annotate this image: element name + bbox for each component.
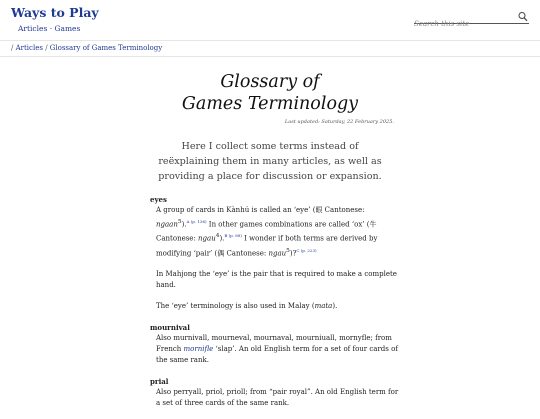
page-title-line2: Games Terminology xyxy=(181,94,359,114)
definition-paragraph xyxy=(156,301,400,312)
breadcrumb-current[interactable]: Glossary of Games Terminology xyxy=(49,44,163,52)
romanization: ngaan xyxy=(156,220,178,229)
text-segment: A group of cards in Kànhú is called an ‘eye’ (眼 Cantonese: xyxy=(156,206,365,214)
citation-link[interactable]: B (p. 88) xyxy=(224,233,242,239)
breadcrumb-articles[interactable]: Articles xyxy=(15,44,43,52)
nav-separator: · xyxy=(49,24,53,33)
definition-paragraph: Also perryall, priol, prioll; from “pair royal”. An old English term for a set of three cards of the same rank. xyxy=(156,387,399,407)
search-box xyxy=(414,11,529,24)
breadcrumb xyxy=(11,44,162,52)
definition-eyes xyxy=(156,205,400,312)
page-title-line1: Glossary of xyxy=(220,72,320,92)
search-icon[interactable] xyxy=(518,11,528,22)
citation-link[interactable]: A (p. 136) xyxy=(186,219,207,224)
nav-articles[interactable]: Articles xyxy=(18,24,48,33)
term-eyes: eyes xyxy=(150,195,167,204)
tone-number: 4 xyxy=(215,233,220,240)
citation-link[interactable]: C (p. 223) xyxy=(296,247,317,253)
main-nav xyxy=(18,24,80,33)
romanization: ngau xyxy=(268,248,287,257)
text-segment: In other games combinations are called ‘ox’ (牛 Cantonese: xyxy=(156,220,377,243)
breadcrumb-separator: / xyxy=(11,44,14,52)
intro-text: Here I collect some terms instead of reëxplaining them in many articles, as well as providing a place for discussion or expansion. xyxy=(158,141,382,182)
definition-prial xyxy=(156,387,400,409)
text-segment: Also murnivall, mourneval, mournaval, mourniuall, mornyfle; from French xyxy=(156,333,392,353)
glossary-entry-mournival xyxy=(150,322,400,366)
search-input[interactable] xyxy=(414,18,514,30)
tone-number: 5 xyxy=(286,247,290,254)
site-header xyxy=(0,0,540,41)
text-segment: The ‘eye’ terminology is also used in Malay ( xyxy=(156,301,315,310)
glossary-entry-prial xyxy=(150,376,400,409)
site-title[interactable]: Ways to Play xyxy=(11,5,99,20)
text-segment: ). xyxy=(332,301,338,310)
term-prial: prial xyxy=(150,376,169,386)
text-segment: I wonder if both terms are derived by modifying ‘pair’ (偶 Cantonese: xyxy=(156,234,378,257)
term-mournival: mournival xyxy=(150,322,190,332)
definition-paragraph xyxy=(156,333,400,366)
definition-paragraph: In Mahjong the ‘eye’ is the pair that is required to make a complete hand. xyxy=(156,269,397,289)
romanization: ngau xyxy=(198,234,216,243)
nav-games[interactable]: Games xyxy=(54,24,81,33)
definition-mournival xyxy=(156,333,400,366)
glossary-list xyxy=(150,194,400,419)
tone-number: 5 xyxy=(177,219,182,225)
breadcrumb-bar xyxy=(0,41,540,57)
breadcrumb-separator: / xyxy=(45,44,48,52)
mornifle-link[interactable]: mornifle xyxy=(183,344,214,353)
last-updated: Last updated: Saturday, 22 February 2025. xyxy=(284,119,394,125)
text-segment: ‘slap’. An old English term for a set of four cards of the same rank. xyxy=(156,344,398,364)
glossary-entry-eyes xyxy=(150,194,400,312)
definition-paragraph: A group of cards in Kànhú is called an ‘eye’ (眼 Cantonese: ngaan$^5$).$^{A (p. 136)}$ In other games combinations are called ‘ox’ (牛 Cantonese: ngau$^4$).$^{B (p. 88)}$ I wonder if both terms are derived by modifying ‘pair’ (偶 Cantonese: ngau$^5$)?$^{C (p. 223)}$ xyxy=(156,206,378,257)
page-title xyxy=(140,71,400,115)
malay-term: mata xyxy=(314,301,333,310)
text-segment: )? xyxy=(289,248,297,257)
